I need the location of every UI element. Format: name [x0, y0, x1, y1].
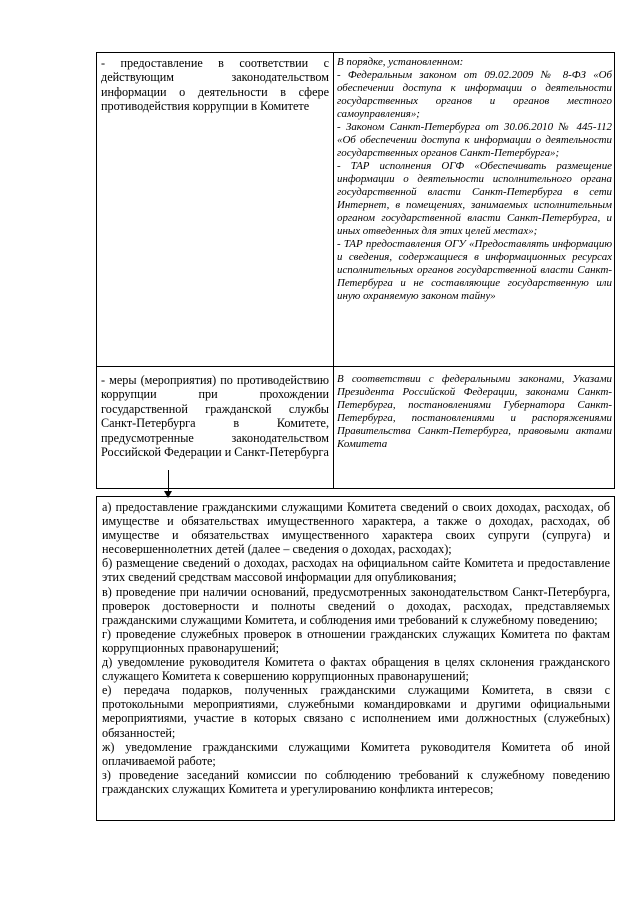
column-divider	[333, 53, 334, 488]
measures-list-box	[96, 496, 615, 821]
list-item: ж) уведомление гражданскими служащими Комитета руководителя Комитета об иной оплачиваемой работе;	[102, 739, 610, 768]
row-divider	[97, 366, 614, 367]
row1-right-line: - ТАР предоставления ОГУ «Предоставлять информацию и сведения, содержащиеся в информационных ресурсах исполнительных органов государственной власти Санкт-Петербурга и не составляющие государственную или иную охраняемую законом тайну»	[337, 238, 612, 302]
info-table	[96, 52, 615, 489]
row2-left-cell: - меры (мероприятия) по противодействию коррупции при прохождении государственной гражданской службы Санкт-Петербурга в Комитете, предусмотренные законодательством Российской Федерации и Санкт-Петербурга	[101, 373, 329, 460]
list-item: в) проведение при наличии оснований, предусмотренных законодательством Санкт-Петербурга, проверок достоверности и полноты сведений о доходах, расходах, представляемых гражданскими служащими Комитета, и соблюдения ими требований к служебному поведению;	[102, 584, 610, 627]
row1-right-line: В порядке, установленном:	[337, 56, 464, 68]
list-item: з) проведение заседаний комиссии по соблюдению требований к служебному поведению гражданских служащих Комитета и урегулированию конфликта интересов;	[102, 767, 610, 796]
row2-right-cell: В соответствии с федеральными законами, Указами Президента Российской Федерации, законами Санкт-Петербурга, постановлениями Губернатора Санкт-Петербурга, постановлениями и распоряжениями Правительства Санкт-Петербурга, правовыми актами Комитета	[337, 373, 612, 450]
row1-left-cell: - предоставление в соответствии с действующим законодательством информации о деятельности в сфере противодействия коррупции в Комитете	[101, 56, 329, 114]
list-item: е) передача подарков, полученных гражданскими служащими Комитета, в связи с протокольными мероприятиями, служебными командировками и другими официальными мероприятиями, участие в которых связано с исполнением ими должностных (служебных) обязанностей;	[102, 683, 610, 740]
list-item: а) предоставление гражданскими служащими Комитета сведений о своих доходах, расходах, об имуществе и обязательствах имущественного характера, а также о доходах, расходах, об имуществе и обязательствах имущественного характера своих супруги (супруга) и несовершеннолетних детей (далее – сведения о доходах, расходах);	[102, 500, 610, 557]
row1-right-cell	[337, 56, 612, 303]
list-item: г) проведение служебных проверок в отношении гражданских служащих Комитета по фактам коррупционных правонарушений;	[102, 626, 610, 655]
row1-right-line: - Федеральным законом от 09.02.2009 № 8-ФЗ «Об обеспечении доступа к информации о деятельности государственных органов и органов местного самоуправления»;	[337, 69, 612, 120]
row1-right-line: - Законом Санкт-Петербурга от 30.06.2010 № 445-112 «Об обеспечении доступа к информации о деятельности государственных органов Санкт-Петербурга»;	[337, 121, 612, 159]
list-item: д) уведомление руководителя Комитета о фактах обращения в целях склонения гражданского служащего Комитета к совершению коррупционных правонарушений;	[102, 655, 610, 684]
row1-right-line: - ТАР исполнения ОГФ «Обеспечивать размещение информации о деятельности исполнительного органа государственной власти Санкт-Петербурга в сети Интернет, в помещениях, занимаемых исполнительным органом государственной власти Санкт-Петербурга, и иных отведенных для этих целей местах»;	[337, 160, 612, 237]
list-item: б) размещение сведений о доходах, расходах на официальном сайте Комитета и предоставление этих сведений средствам массовой информации для опубликования;	[102, 556, 610, 585]
